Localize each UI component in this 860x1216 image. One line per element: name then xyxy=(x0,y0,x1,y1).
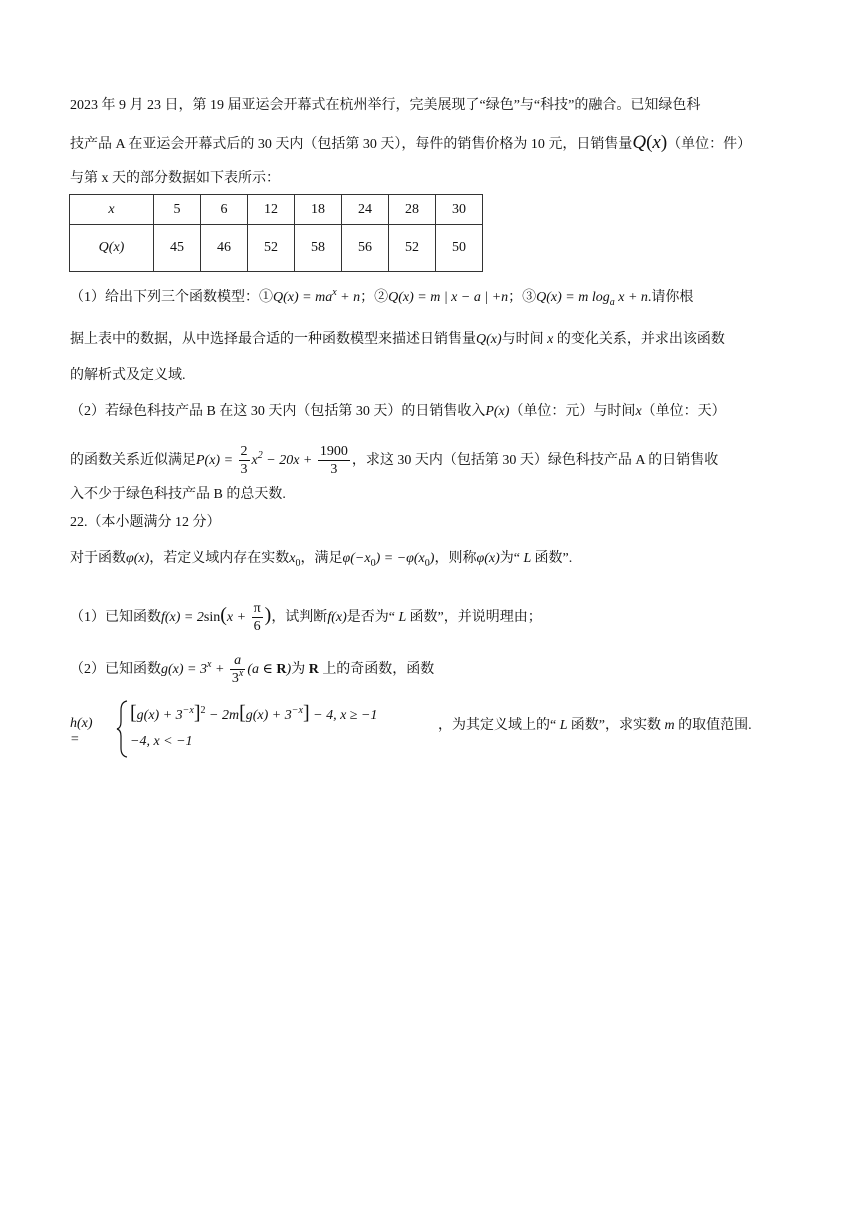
q1-text-2c: 的变化关系，并求出该函数 xyxy=(556,332,725,347)
q2-text-1b: （单位：元）与时间 xyxy=(509,404,636,419)
table-cell: 18 xyxy=(295,195,342,225)
x-symbol: x xyxy=(635,404,642,419)
table-cell: 5 xyxy=(154,195,201,225)
table-cell: 45 xyxy=(154,225,201,272)
p-formula: P(x) = $\frac{2}{3}$ $x^2 - 20x$ + $\frac{1900}{3}$ xyxy=(196,444,348,478)
p22-sub2: （2）已知函数$g(x) = 3^x$ + $\frac{a}{3^x}$ (a ∈ R)为 R 上的奇函数，函数 xyxy=(70,653,435,687)
h-case-1: $[g(x) + 3^{-x}]^2 - 2m[g(x) + 3^{-x}] - 4$, x ≥ −1 xyxy=(130,702,378,724)
data-table xyxy=(69,194,483,272)
q1-line-2 xyxy=(70,330,725,350)
l-symbol: L xyxy=(394,610,410,625)
q1-line-1 xyxy=(70,288,693,308)
q2-text-1c: （单位：天） xyxy=(641,404,726,419)
table-cell: 6 xyxy=(201,195,248,225)
p22-heading-text: 22.（本小题满分 12 分） xyxy=(70,515,221,530)
table-cell: 46 xyxy=(201,225,248,272)
table-cell: 28 xyxy=(389,195,436,225)
intro-text-3: 与第 x 天的部分数据如下表所示： xyxy=(70,171,280,186)
x0-symbol: $x_0$ xyxy=(289,551,301,569)
table-header-q: Q(x) xyxy=(70,225,154,272)
p22-sub2-tail: ，为其定义域上的“ L 函数”，求实数 m 的取值范围. xyxy=(438,718,752,733)
table-cell: 30 xyxy=(436,195,483,225)
q-of-x-symbol: Q(x) xyxy=(632,132,668,153)
q1-text-2b: 与时间 xyxy=(501,332,544,347)
g-formula: $g(x) = 3^x$ + $\frac{a}{3^x}$ (a ∈ R) xyxy=(161,653,292,687)
table-header-x: x xyxy=(70,195,154,225)
m-symbol: m xyxy=(660,718,679,733)
p22-heading xyxy=(70,513,221,533)
intro-text-2a: 技产品 A 在亚运会开幕式后的 30 天内（包括第 30 天），每件的销售价格为 10 元，日销售量 xyxy=(70,137,633,152)
l-symbol: L xyxy=(519,551,535,566)
h-label: h(x) = xyxy=(70,716,93,747)
table-row xyxy=(70,195,483,225)
q1-prefix: （1）给出下列三个函数模型：① xyxy=(70,290,273,305)
q2-line-1 xyxy=(70,402,726,422)
q1-text-3: 的解析式及定义域. xyxy=(70,368,186,383)
q1-line-3 xyxy=(70,366,186,386)
table-cell: 50 xyxy=(436,225,483,272)
q2-text-3: 入不少于绿色科技产品 B 的总天数. xyxy=(70,487,286,502)
brace-icon xyxy=(116,700,128,758)
q-of-x-symbol: Q(x) xyxy=(476,332,502,347)
phi-symbol: φ(x) xyxy=(476,551,500,566)
table-cell: 52 xyxy=(389,225,436,272)
intro-text-2b: （单位：件） xyxy=(667,137,752,152)
q2-text-1a: （2）若绿色科技产品 B 在这 30 天内（包括第 30 天）的日销售收入 xyxy=(70,404,486,419)
f-symbol: f(x) xyxy=(327,610,347,625)
table-row xyxy=(70,225,483,272)
q2-line-3 xyxy=(70,485,286,505)
table-cell: 12 xyxy=(248,195,295,225)
phi-symbol: φ(x) xyxy=(126,551,150,566)
h-case-2: −4, x < −1 xyxy=(130,734,193,749)
l-symbol: L xyxy=(556,718,571,733)
intro-line-1 xyxy=(70,96,700,116)
q1-sep-1: ；② xyxy=(360,290,389,305)
reals-symbol: R xyxy=(305,662,323,677)
intro-text-1: 2023 年 9 月 23 日，第 19 届亚运会开幕式在杭州举行，完美展现了“绿色”与“科技”的融合。已知绿色科 xyxy=(70,98,701,113)
intro-line-3 xyxy=(70,169,280,189)
table-cell: 56 xyxy=(342,225,389,272)
model-1: $Q(x) = ma^x + n$ xyxy=(273,287,361,305)
p22-sub1: （1）已知函数f(x) = 2sin(x + $\frac{\pi}{6}$ )，试判断f(x)是否为“ L 函数”，并说明理由； xyxy=(70,601,542,635)
q2-text-2b: ，求这 30 天内（包括第 30 天）绿色科技产品 A 的日销售收 xyxy=(351,453,719,468)
p-of-x-symbol: P(x) xyxy=(485,404,510,419)
table-cell: 24 xyxy=(342,195,389,225)
intro-line-2 xyxy=(70,133,751,155)
table-cell: 58 xyxy=(295,225,342,272)
model-3: Q(x) = m $\log_a x + n$ xyxy=(536,290,648,308)
model-2: Q(x) = m | x − a | +n xyxy=(388,290,509,305)
q2-line-2 xyxy=(70,442,718,480)
f-formula: f(x) = 2sin(x + $\frac{\pi}{6}$ ) xyxy=(161,601,272,635)
table-cell: 52 xyxy=(248,225,295,272)
q1-text-2a: 据上表中的数据，从中选择最合适的一种函数模型来描述日销售量 xyxy=(70,332,476,347)
q1-suffix: .请你根 xyxy=(647,290,694,305)
q2-text-2a: 的函数关系近似满足 xyxy=(70,453,196,468)
x-symbol: x xyxy=(543,332,557,347)
q1-sep-2: ；③ xyxy=(508,290,537,305)
l-condition: $\varphi(-x_0) = -\varphi(x_0)$ xyxy=(342,551,435,569)
p22-definition: 对于函数φ(x)，若定义域内存在实数$x_0$，满足$\varphi(-x_0) = -\varphi(x_0)$，则称φ(x)为“ L 函数”. xyxy=(70,551,573,569)
